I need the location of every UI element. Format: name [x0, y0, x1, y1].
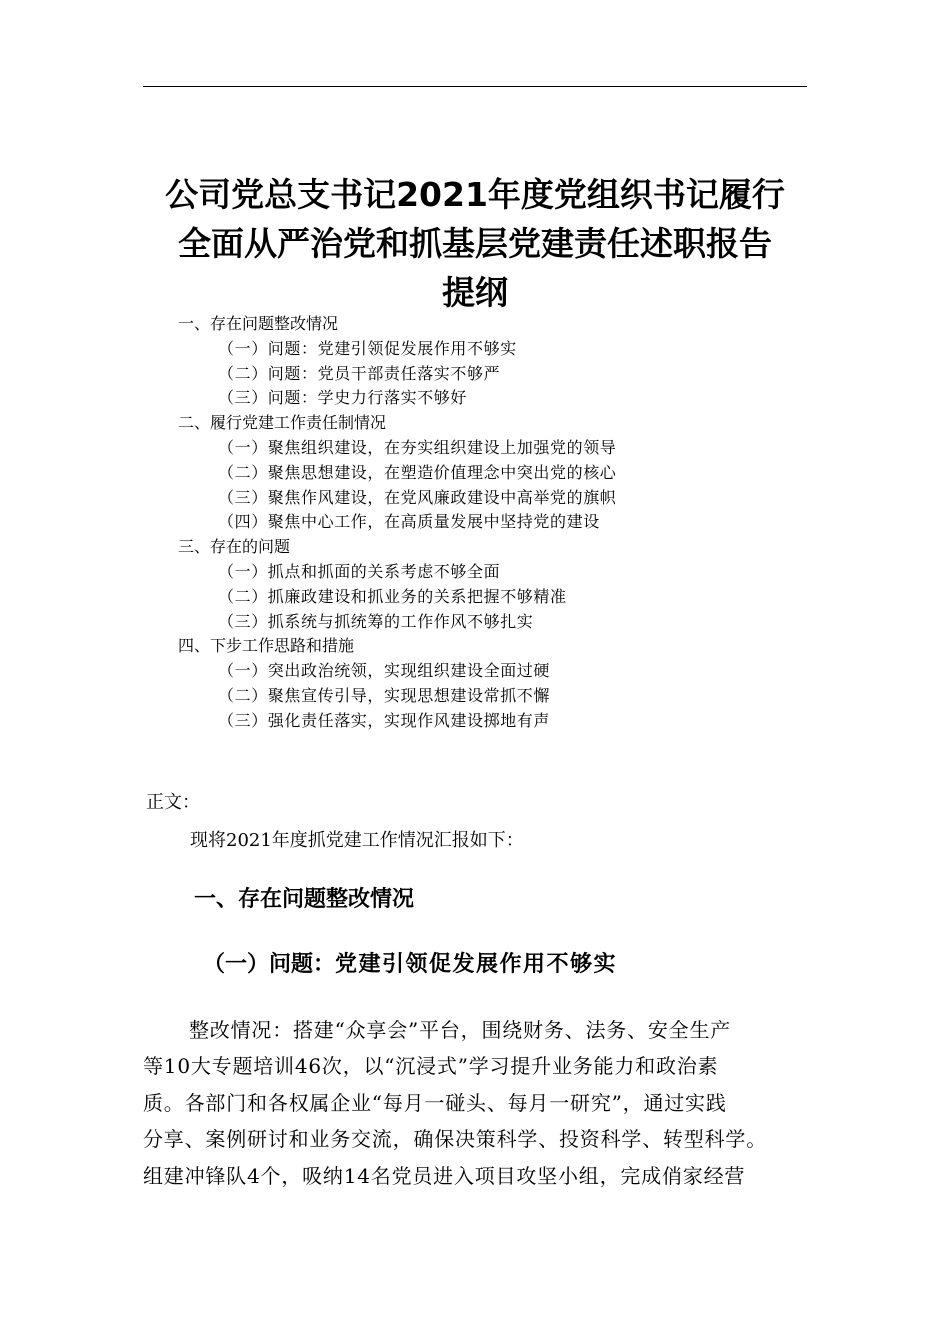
outline-item: （三）问题：学史力行落实不够好: [218, 388, 468, 408]
paragraph-line: 等10大专题培训46次，以“沉浸式”学习提升业务能力和政治素: [143, 1054, 719, 1079]
outline-section-heading: 三、存在的问题: [178, 537, 291, 557]
title-line: 提纲: [442, 273, 508, 312]
outline-item: （二）问题：党员干部责任落实不够严: [218, 363, 501, 383]
paragraph-line: 整改情况：搭建“众享会”平台，围绕财务、法务、安全生产: [189, 1018, 732, 1042]
header-rule: [143, 86, 807, 87]
body-label: 正文：: [146, 792, 200, 813]
outline-section: [178, 634, 818, 733]
paragraph-line: 质。各部门和各权属企业“每月一碰头、每月一研究”，通过实践: [143, 1090, 727, 1115]
outline-item: （一）聚焦组织建设，在夯实组织建设上加强党的领导: [218, 437, 617, 457]
outline-item: （二）抓廉政建设和抓业务的关系把握不够精准: [218, 586, 567, 606]
outline-item: （三）强化责任落实，实现作风建设掷地有声: [218, 710, 551, 730]
outline-item: （二）聚焦宣传引导，实现思想建设常抓不懈: [218, 685, 551, 705]
title-line: 公司党总支书记2021年度党组织书记履行: [165, 175, 785, 214]
body-section-heading: 一、存在问题整改情况: [194, 887, 415, 912]
body-paragraph: [143, 1012, 827, 1194]
subsection-label: （一）问题：: [203, 952, 336, 977]
outline-section-heading: 一、存在问题整改情况: [178, 314, 339, 333]
outline-sublist: [178, 659, 818, 733]
outline-section: [178, 535, 818, 634]
outline-sublist: [178, 436, 818, 535]
outline-item: （三）聚焦作风建设，在党风廉政建设中高举党的旗帜: [218, 487, 617, 507]
outline-section-heading: 二、履行党建工作责任制情况: [178, 413, 387, 433]
outline-item: （二）聚焦思想建设，在塑造价值理念中突出党的核心: [218, 462, 617, 482]
title-line: 全面从严治党和抓基层党建责任述职报告: [178, 224, 772, 263]
outline-sublist: [178, 337, 818, 411]
outline-section: [178, 411, 818, 535]
outline-item: （四）聚焦中心工作，在高质量发展中坚持党的建设: [218, 512, 600, 532]
body-intro: 现将2021年度抓党建工作情况汇报如下：: [190, 830, 524, 851]
paragraph-line: 分享、案例研讨和业务交流，确保决策科学、投资科学、转型科学。: [143, 1127, 767, 1152]
outline-section: [178, 312, 818, 411]
subsection-text: 党建引领促发展作用不够实: [335, 951, 618, 977]
outline: [178, 312, 818, 734]
body-subsection-heading: [203, 948, 617, 981]
outline-section-heading: 四、下步工作思路和措施: [178, 636, 355, 656]
outline-sublist: [178, 560, 818, 634]
outline-item: （一）抓点和抓面的关系考虑不够全面: [218, 561, 501, 581]
paragraph-line: 组建冲锋队4个，吸纳14名党员进入项目攻坚小组，完成俏家经营: [143, 1163, 746, 1188]
outline-item: （三）抓系统与抓统筹的工作作风不够扎实: [218, 611, 534, 631]
document-title: [120, 170, 830, 317]
outline-item: （一）问题：党建引领促发展作用不够实: [218, 338, 517, 358]
outline-item: （一）突出政治统领，实现组织建设全面过硬: [218, 661, 551, 681]
